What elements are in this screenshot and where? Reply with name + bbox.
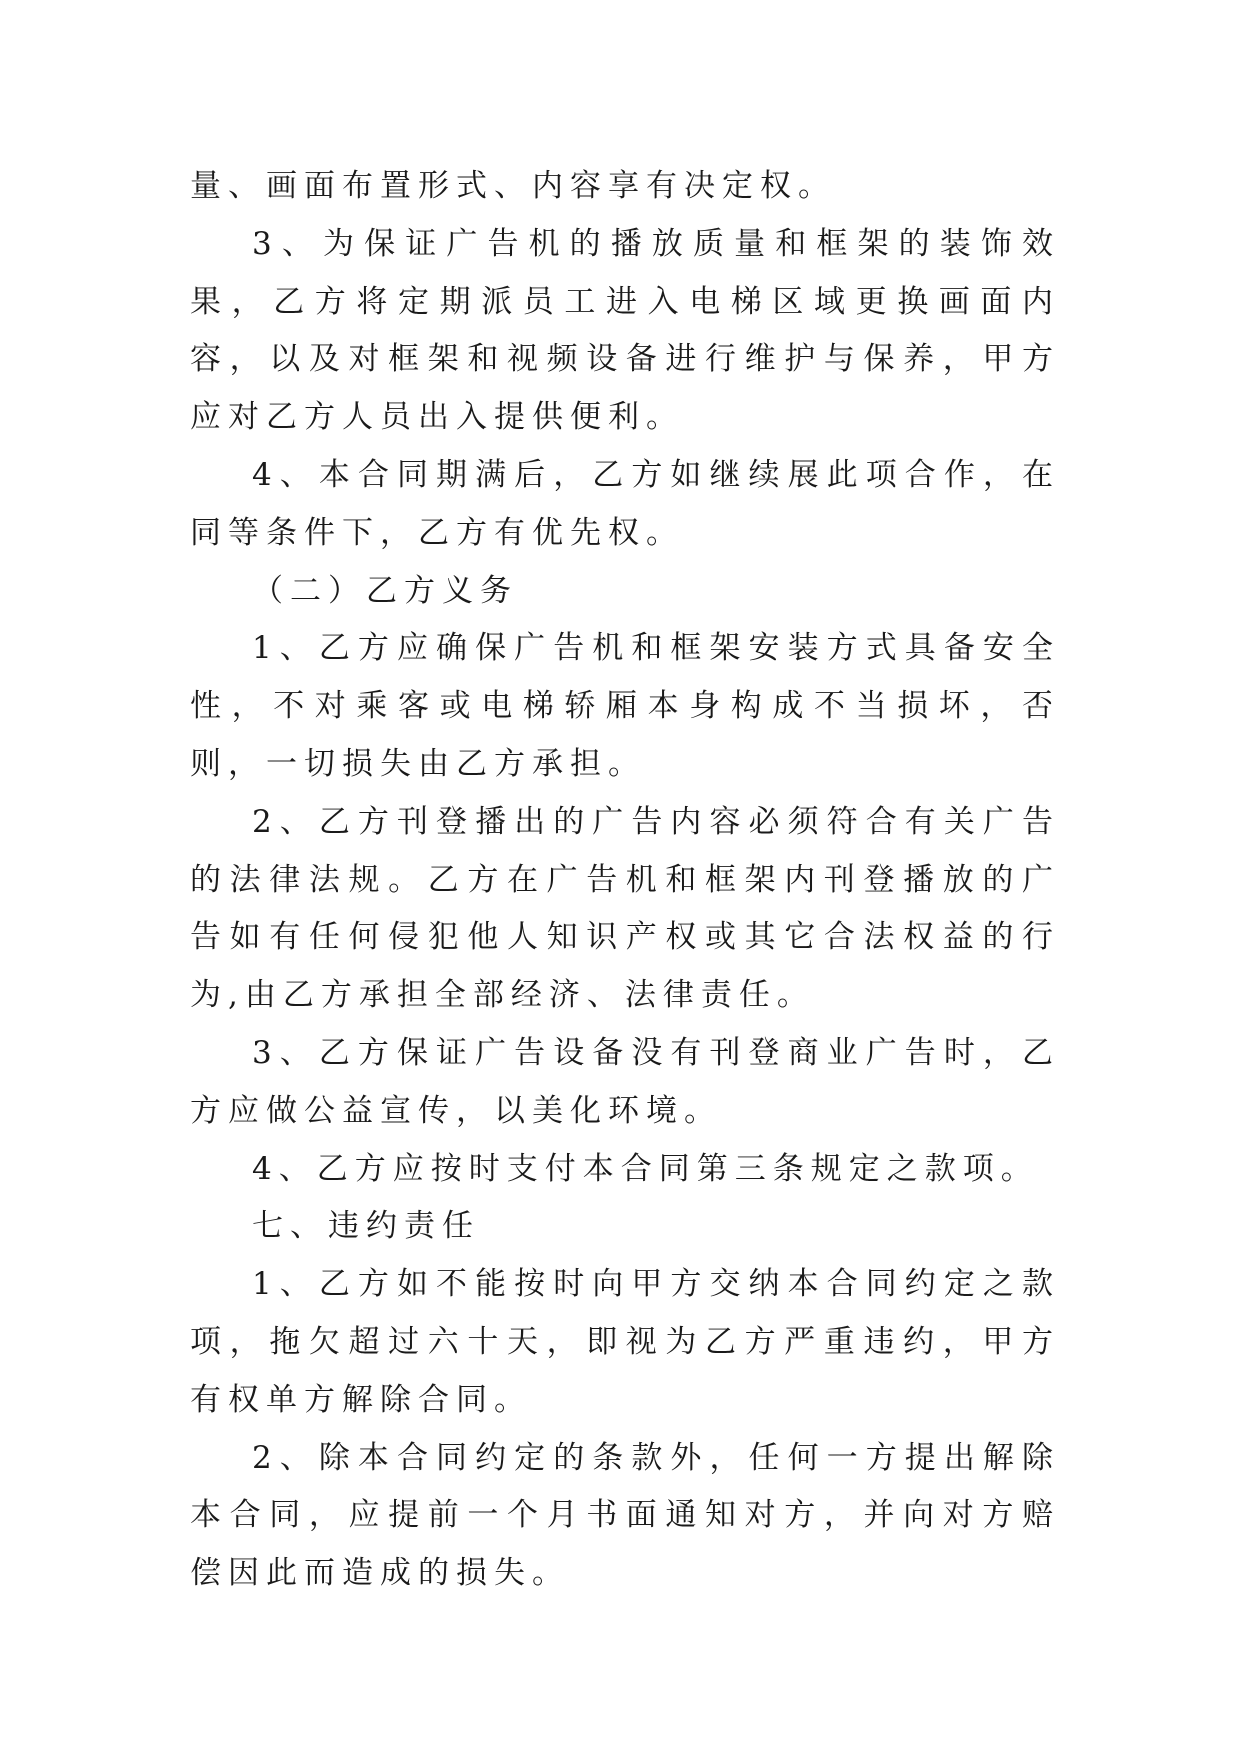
paragraph-clause-c2: 2、除本合同约定的条款外，任何一方提出解除本合同，应提前一个月书面通知对方，并向对方赔偿因此而造成的损失。 <box>190 1439 1060 1592</box>
paragraph-clause-a4: 4、本合同期满后，乙方如继续展此项合作，在同等条件下，乙方有优先权。 <box>190 456 1060 551</box>
paragraph-clause-b1: 1、乙方应确保广告机和框架安装方式具备安全性，不对乘客或电梯轿厢本身构成不当损坏，否则，一切损失由乙方承担。 <box>190 630 1060 782</box>
paragraph-clause-b4: 4、乙方应按时支付本合同第三条规定之款项。 <box>252 1150 1039 1187</box>
contract-body <box>190 158 1060 1603</box>
paragraph-clause-b3: 3、乙方保证广告设备没有刊登商业广告时，乙方应做公益宣传，以美化环境。 <box>190 1034 1060 1129</box>
paragraph-clause-c1: 1、乙方如不能按时向甲方交纳本合同约定之款项，拖欠超过六十天，即视为乙方严重违约，甲方有权单方解除合同。 <box>190 1266 1060 1418</box>
section-heading-party-b-obligations: （二）乙方义务 <box>252 572 518 609</box>
paragraph-continuation: 量、画面布置形式、内容享有决定权。 <box>190 168 836 204</box>
section-heading-breach-liability: 七、违约责任 <box>252 1208 480 1245</box>
paragraph-clause-b2: 2、乙方刊登播出的广告内容必须符合有关广告的法律法规。乙方在广告机和框架内刊登播放的广告如有任何侵犯他人知识产权或其它合法权益的行为,由乙方承担全部经济、法律责任。 <box>190 803 1060 1014</box>
paragraph-clause-a3: 3、为保证广告机的播放质量和框架的装饰效果，乙方将定期派员工进入电梯区域更换画面内容，以及对框架和视频设备进行维护与保养，甲方应对乙方人员出入提供便利。 <box>190 225 1060 436</box>
